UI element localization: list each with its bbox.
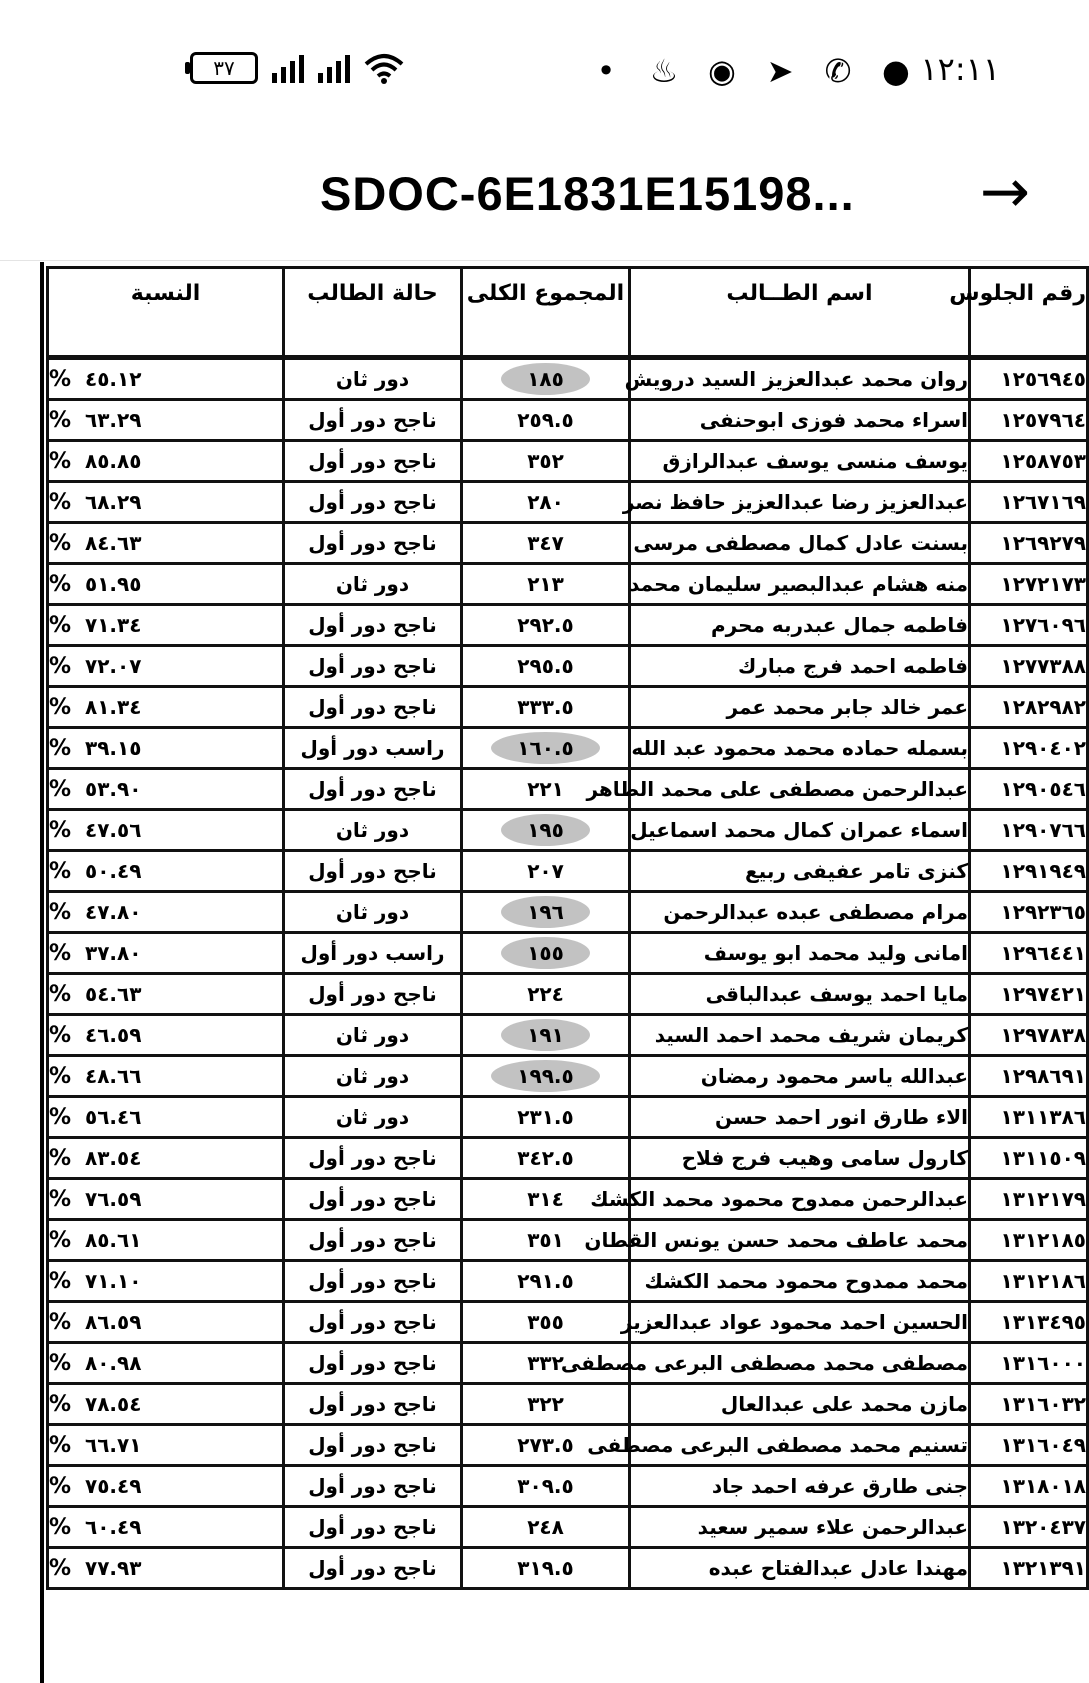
percentage-cell <box>48 1179 284 1220</box>
percentage-cell <box>48 769 284 810</box>
seat-number-cell: ١٢٩٠٤٠٢ <box>970 728 1088 769</box>
percentage-cell <box>48 605 284 646</box>
percentage-value: ٦٠.٤٩ <box>85 1514 142 1539</box>
total-score-cell <box>462 1015 630 1056</box>
student-name-cell: عبدالعزيز رضا عبدالعزيز حافظ نصر <box>630 482 970 523</box>
seat-number-cell: ١٢٩٠٧٦٦ <box>970 810 1088 851</box>
student-name-cell: الحسين احمد محمود عواد عبدالعزيز <box>630 1302 970 1343</box>
student-name-cell: منه هشام عبدالبصير سليمان محمد <box>630 564 970 605</box>
table-row <box>48 1015 1088 1056</box>
total-score-cell <box>462 892 630 933</box>
percent-symbol: % <box>49 1104 73 1130</box>
table-row <box>48 441 1088 482</box>
percentage-value: ٥٤.٦٣ <box>85 981 142 1006</box>
percent-symbol: % <box>49 776 73 802</box>
percent-symbol: % <box>49 530 73 556</box>
student-name-cell: الاء طارق انور احمد حسن <box>630 1097 970 1138</box>
student-name-cell: مرام مصطفى عبده عبدالرحمن <box>630 892 970 933</box>
percentage-value: ٨٣.٥٤ <box>85 1145 142 1170</box>
table-header-row <box>48 268 1088 358</box>
score-value: ٢١٣ <box>527 572 564 596</box>
signal-icon-2 <box>318 53 350 83</box>
seat-number-cell: ١٢٥٧٩٦٤ <box>970 400 1088 441</box>
student-status-cell: دور ثان <box>284 564 462 605</box>
wifi-icon <box>364 52 404 84</box>
total-score-cell <box>462 646 630 687</box>
seat-number-cell: ١٣١٨٠١٨ <box>970 1466 1088 1507</box>
percentage-value: ٨١.٣٤ <box>85 694 142 719</box>
percent-symbol: % <box>49 1350 73 1376</box>
student-status-cell: ناجح دور أول <box>284 769 462 810</box>
score-value: ٢٤٨ <box>527 1515 564 1539</box>
table-row <box>48 1425 1088 1466</box>
percentage-cell <box>48 1466 284 1507</box>
student-name-cell: بسنت عادل كمال مصطفى مرسى <box>630 523 970 564</box>
highlighted-score: ١٦٠.٥ <box>491 732 599 764</box>
percentage-cell <box>48 1261 284 1302</box>
percentage-value: ٧١.٣٤ <box>85 612 142 637</box>
total-score-cell <box>462 1056 630 1097</box>
percentage-value: ٣٩.١٥ <box>85 735 142 760</box>
notification-icons <box>590 52 912 90</box>
page-edge <box>40 262 44 1683</box>
percent-symbol: % <box>49 1268 73 1294</box>
student-status-cell: دور ثان <box>284 1056 462 1097</box>
percentage-value: ٥٠.٤٩ <box>85 858 142 883</box>
table-row <box>48 851 1088 892</box>
seat-number-cell: ١٣١٢١٧٩ <box>970 1179 1088 1220</box>
table-row <box>48 605 1088 646</box>
score-value: ٢٠٧ <box>527 859 564 883</box>
score-value: ٢٣١.٥ <box>517 1105 574 1129</box>
student-status-cell: ناجح دور أول <box>284 482 462 523</box>
percentage-cell <box>48 1015 284 1056</box>
highlighted-score: ١٩١ <box>501 1019 590 1051</box>
percent-symbol: % <box>49 366 73 392</box>
student-status-cell: ناجح دور أول <box>284 851 462 892</box>
percentage-cell <box>48 933 284 974</box>
seat-number-cell: ١٣١٢١٨٥ <box>970 1220 1088 1261</box>
percent-symbol: % <box>49 694 73 720</box>
percentage-value: ٨٦.٥٩ <box>85 1309 142 1334</box>
highlighted-score: ١٩٦ <box>501 896 590 928</box>
column-header-name: اسم الطــالب <box>630 268 970 358</box>
student-name-cell: محمد عاطف محمد حسن يونس القطان <box>630 1220 970 1261</box>
seat-number-cell: ١٢٧٢١٧٣ <box>970 564 1088 605</box>
percent-symbol: % <box>49 653 73 679</box>
total-score-cell <box>462 1466 630 1507</box>
seat-number-cell: ١٣١١٥٠٩ <box>970 1138 1088 1179</box>
highlighted-score: ١٨٥ <box>501 363 590 395</box>
percentage-cell <box>48 851 284 892</box>
student-status-cell: ناجح دور أول <box>284 523 462 564</box>
student-status-cell: ناجح دور أول <box>284 1343 462 1384</box>
seat-number-cell: ١٢٩٠٥٤٦ <box>970 769 1088 810</box>
total-score-cell <box>462 1384 630 1425</box>
percent-symbol: % <box>49 1555 73 1581</box>
percentage-cell <box>48 441 284 482</box>
percent-symbol: % <box>49 1514 73 1540</box>
percentage-value: ٦٣.٢٩ <box>85 407 142 432</box>
score-value: ٣٤٧ <box>527 531 564 555</box>
total-score-cell <box>462 523 630 564</box>
score-value: ٣٣٣.٥ <box>517 695 574 719</box>
percent-symbol: % <box>49 571 73 597</box>
percent-symbol: % <box>49 981 73 1007</box>
student-status-cell: ناجح دور أول <box>284 1425 462 1466</box>
student-name-cell: امانى وليد محمد ابو يوسف <box>630 933 970 974</box>
table-row <box>48 1507 1088 1548</box>
score-value: ٣٥٢ <box>527 449 564 473</box>
student-name-cell: عبدالرحمن علاء سمير سعيد <box>630 1507 970 1548</box>
percent-symbol: % <box>49 1145 73 1171</box>
seat-number-cell: ١٢٥٨٧٥٣ <box>970 441 1088 482</box>
table-row <box>48 1056 1088 1097</box>
student-name-cell: مصطفى محمد مصطفى البرعى مصطفى <box>630 1343 970 1384</box>
student-name-cell: عبدالرحمن مصطفى على محمد الطاهر <box>630 769 970 810</box>
table-row <box>48 687 1088 728</box>
student-name-cell: اسراء محمد فوزى ابوحنفى <box>630 400 970 441</box>
percentage-value: ٥٦.٤٦ <box>85 1104 142 1129</box>
total-score-cell <box>462 851 630 892</box>
student-status-cell: دور ثان <box>284 358 462 400</box>
percent-symbol: % <box>49 1186 73 1212</box>
total-score-cell <box>462 400 630 441</box>
percentage-value: ٤٥.١٢ <box>85 366 142 391</box>
table-row <box>48 646 1088 687</box>
percent-symbol: % <box>49 858 73 884</box>
percentage-cell <box>48 892 284 933</box>
percentage-value: ٤٧.٥٦ <box>85 817 142 842</box>
percentage-value: ٤٨.٦٦ <box>85 1063 142 1088</box>
total-score-cell <box>462 1507 630 1548</box>
table-row <box>48 1097 1088 1138</box>
student-status-cell: ناجح دور أول <box>284 441 462 482</box>
percentage-value: ٧٦.٥٩ <box>85 1186 142 1211</box>
percentage-value: ٨٠.٩٨ <box>85 1350 142 1375</box>
total-score-cell <box>462 605 630 646</box>
percent-symbol: % <box>49 489 73 515</box>
table-row <box>48 728 1088 769</box>
seat-number-cell: ١٣١١٣٨٦ <box>970 1097 1088 1138</box>
percentage-value: ٨٥.٨٥ <box>85 448 142 473</box>
clock: ١٢:١١ <box>920 50 1000 88</box>
percentage-value: ٤٧.٨٠ <box>85 899 142 924</box>
table-row <box>48 1302 1088 1343</box>
percentage-cell <box>48 400 284 441</box>
seat-number-cell: ١٢٧٧٣٨٨ <box>970 646 1088 687</box>
seat-number-cell: ١٢٨٢٩٨٢ <box>970 687 1088 728</box>
total-score-cell <box>462 482 630 523</box>
student-status-cell: ناجح دور أول <box>284 974 462 1015</box>
table-row <box>48 400 1088 441</box>
score-value: ٢٢١ <box>527 777 564 801</box>
highlighted-score: ١٥٥ <box>501 937 590 969</box>
percent-symbol: % <box>49 735 73 761</box>
student-status-cell: ناجح دور أول <box>284 400 462 441</box>
total-score-cell <box>462 1548 630 1589</box>
percent-symbol: % <box>49 1432 73 1458</box>
percentage-cell <box>48 358 284 400</box>
student-status-cell: ناجح دور أول <box>284 1507 462 1548</box>
student-name-cell: روان محمد عبدالعزيز السيد درويش <box>630 358 970 400</box>
percentage-value: ٧٥.٤٩ <box>85 1473 142 1498</box>
seat-number-cell: ١٢٩٢٣٦٥ <box>970 892 1088 933</box>
percentage-value: ٦٨.٢٩ <box>85 489 142 514</box>
percent-symbol: % <box>49 1473 73 1499</box>
score-value: ٢٢٤ <box>527 982 564 1006</box>
score-value: ٣١٩.٥ <box>517 1556 574 1580</box>
score-value: ٣٣٢ <box>527 1351 564 1375</box>
chat-icon: ● <box>882 52 910 90</box>
seat-number-cell: ١٣١٦٠٠٠ <box>970 1343 1088 1384</box>
total-score-cell <box>462 687 630 728</box>
column-header-seat: رقم الجلوس <box>970 268 1088 358</box>
highlighted-score: ١٩٥ <box>501 814 590 846</box>
student-name-cell: يوسف منسى يوسف عبدالرازق <box>630 441 970 482</box>
signal-icon <box>272 53 304 83</box>
score-value: ٣٥٥ <box>527 1310 564 1334</box>
total-score-cell <box>462 1138 630 1179</box>
total-score-cell <box>462 728 630 769</box>
percentage-value: ٣٧.٨٠ <box>85 940 142 965</box>
seat-number-cell: ١٢٦٧١٦٩ <box>970 482 1088 523</box>
table-row <box>48 1384 1088 1425</box>
seat-number-cell: ١٢٩٧٤٢١ <box>970 974 1088 1015</box>
seat-number-cell: ١٣١٦٠٣٢ <box>970 1384 1088 1425</box>
student-status-cell: ناجح دور أول <box>284 1548 462 1589</box>
student-name-cell: عمر خالد جابر محمد عمر <box>630 687 970 728</box>
total-score-cell <box>462 933 630 974</box>
student-name-cell: عبدالله ياسر محمود رمضان <box>630 1056 970 1097</box>
student-status-cell: ناجح دور أول <box>284 1302 462 1343</box>
student-name-cell: مازن محمد على عبدالعال <box>630 1384 970 1425</box>
percent-symbol: % <box>49 448 73 474</box>
percentage-value: ٧١.١٠ <box>85 1268 142 1293</box>
percentage-value: ٧٧.٩٣ <box>85 1555 142 1580</box>
total-score-cell <box>462 974 630 1015</box>
percentage-cell <box>48 1507 284 1548</box>
percent-symbol: % <box>49 940 73 966</box>
percentage-cell <box>48 1425 284 1466</box>
percentage-cell <box>48 1138 284 1179</box>
student-status-cell: راسب دور أول <box>284 933 462 974</box>
whatsapp-icon: ✆ <box>824 52 852 90</box>
student-name-cell: جنى طارق عرفه احمد جاد <box>630 1466 970 1507</box>
table-row <box>48 1261 1088 1302</box>
score-value: ٢٧٣.٥ <box>517 1433 574 1457</box>
table-row <box>48 1466 1088 1507</box>
percentage-cell <box>48 1056 284 1097</box>
percentage-cell <box>48 810 284 851</box>
column-header-total: المجموع الكلى <box>462 268 630 358</box>
highlighted-score: ١٩٩.٥ <box>491 1060 599 1092</box>
table-row <box>48 1343 1088 1384</box>
total-score-cell <box>462 441 630 482</box>
student-name-cell: اسماء عمران كمال محمد اسماعيل <box>630 810 970 851</box>
score-value: ٣٥١ <box>527 1228 564 1252</box>
percentage-cell <box>48 728 284 769</box>
percentage-cell <box>48 1343 284 1384</box>
total-score-cell <box>462 564 630 605</box>
column-header-percentage: النسبة <box>48 268 284 358</box>
student-name-cell: محمد ممدوح محمود محمد الكشك <box>630 1261 970 1302</box>
percent-symbol: % <box>49 1309 73 1335</box>
score-value: ٣٢٢ <box>527 1392 564 1416</box>
document-title-bar <box>0 150 1080 261</box>
student-status-cell: ناجح دور أول <box>284 1261 462 1302</box>
total-score-cell <box>462 810 630 851</box>
table-row <box>48 892 1088 933</box>
arrow-right-icon[interactable]: → <box>979 157 1030 227</box>
student-name-cell: كنزى تامر عفيفى ربيع <box>630 851 970 892</box>
status-bar <box>0 0 1080 150</box>
percentage-cell <box>48 1548 284 1589</box>
percentage-value: ٧٢.٠٧ <box>85 653 142 678</box>
percentage-value: ٦٦.٧١ <box>85 1432 142 1457</box>
student-status-cell: دور ثان <box>284 810 462 851</box>
seat-number-cell: ١٢٩١٩٤٩ <box>970 851 1088 892</box>
student-status-cell: ناجح دور أول <box>284 1220 462 1261</box>
student-name-cell: كارول سامى وهيب فرج فلاح <box>630 1138 970 1179</box>
percentage-cell <box>48 687 284 728</box>
seat-number-cell: ١٢٩٧٨٣٨ <box>970 1015 1088 1056</box>
system-icons <box>190 52 404 84</box>
table-row <box>48 933 1088 974</box>
student-status-cell: ناجح دور أول <box>284 1466 462 1507</box>
score-value: ٢٨٠ <box>527 490 564 514</box>
fitness-icon: ♨ <box>649 52 679 90</box>
score-value: ٢٩٢.٥ <box>517 613 574 637</box>
seat-number-cell: ١٢٧٦٠٩٦ <box>970 605 1088 646</box>
student-status-cell: ناجح دور أول <box>284 687 462 728</box>
table-row <box>48 1220 1088 1261</box>
percentage-cell <box>48 564 284 605</box>
column-header-status: حالة الطالب <box>284 268 462 358</box>
percent-symbol: % <box>49 407 73 433</box>
table-row <box>48 564 1088 605</box>
percent-symbol: % <box>49 612 73 638</box>
percentage-cell <box>48 523 284 564</box>
table-row <box>48 358 1088 400</box>
seat-number-cell: ١٢٩٨٦٩١ <box>970 1056 1088 1097</box>
percentage-cell <box>48 1220 284 1261</box>
table-row <box>48 1179 1088 1220</box>
score-value: ٢٥٩.٥ <box>517 408 574 432</box>
seat-number-cell: ١٢٥٦٩٤٥ <box>970 358 1088 400</box>
score-value: ٣٠٩.٥ <box>517 1474 574 1498</box>
percentage-value: ٥٣.٩٠ <box>85 776 142 801</box>
seat-number-cell: ١٣٢٠٤٣٧ <box>970 1507 1088 1548</box>
percentage-cell <box>48 1097 284 1138</box>
percentage-cell <box>48 646 284 687</box>
percentage-value: ٨٥.٦١ <box>85 1227 142 1252</box>
student-status-cell: دور ثان <box>284 1097 462 1138</box>
student-status-cell: ناجح دور أول <box>284 1384 462 1425</box>
percentage-value: ٧٨.٥٤ <box>85 1391 142 1416</box>
student-status-cell: راسب دور أول <box>284 728 462 769</box>
telegram-icon: ➤ <box>766 52 794 90</box>
student-status-cell: ناجح دور أول <box>284 1179 462 1220</box>
seat-number-cell: ١٣١٢١٨٦ <box>970 1261 1088 1302</box>
student-name-cell: مهندا عادل عبدالفتاح عبده <box>630 1548 970 1589</box>
results-table <box>46 266 1089 1590</box>
table-row <box>48 974 1088 1015</box>
table-row <box>48 1138 1088 1179</box>
score-value: ٢٩١.٥ <box>517 1269 574 1293</box>
student-status-cell: دور ثان <box>284 1015 462 1056</box>
percent-symbol: % <box>49 1227 73 1253</box>
seat-number-cell: ١٢٦٩٢٧٩ <box>970 523 1088 564</box>
percentage-cell <box>48 482 284 523</box>
student-status-cell: ناجح دور أول <box>284 605 462 646</box>
total-score-cell <box>462 1261 630 1302</box>
percent-symbol: % <box>49 1391 73 1417</box>
table-row <box>48 810 1088 851</box>
student-status-cell: ناجح دور أول <box>284 1138 462 1179</box>
percentage-value: ٥١.٩٥ <box>85 571 142 596</box>
percent-symbol: % <box>49 817 73 843</box>
score-value: ٣٤٢.٥ <box>517 1146 574 1170</box>
table-row <box>48 1548 1088 1589</box>
total-score-cell <box>462 1302 630 1343</box>
student-name-cell: فاطمه احمد فرج مبارك <box>630 646 970 687</box>
seat-number-cell: ١٣٢١٣٩١ <box>970 1548 1088 1589</box>
document-viewer[interactable] <box>0 262 1086 1683</box>
percentage-cell <box>48 974 284 1015</box>
percentage-value: ٤٦.٥٩ <box>85 1022 142 1047</box>
total-score-cell <box>462 358 630 400</box>
seat-number-cell: ١٢٩٦٤٤١ <box>970 933 1088 974</box>
student-name-cell: كريمان شريف محمد احمد السيد <box>630 1015 970 1056</box>
student-status-cell: ناجح دور أول <box>284 646 462 687</box>
percentage-cell <box>48 1302 284 1343</box>
messenger-icon: ◉ <box>708 52 736 90</box>
table-row <box>48 482 1088 523</box>
score-value: ٣١٤ <box>527 1187 564 1211</box>
seat-number-cell: ١٣١٦٠٤٩ <box>970 1425 1088 1466</box>
battery-icon: ٣٧ <box>190 52 258 84</box>
score-value: ٢٩٥.٥ <box>517 654 574 678</box>
student-status-cell: دور ثان <box>284 892 462 933</box>
percent-symbol: % <box>49 1063 73 1089</box>
document-title: SDOC-6E1831E15198... <box>320 167 855 220</box>
seat-number-cell: ١٣١٣٤٩٥ <box>970 1302 1088 1343</box>
dot-icon: • <box>596 52 616 90</box>
student-name-cell: مايا احمد يوسف عبدالباقى <box>630 974 970 1015</box>
total-score-cell <box>462 1097 630 1138</box>
percent-symbol: % <box>49 899 73 925</box>
student-name-cell: فاطمه جمال عبدربه محرم <box>630 605 970 646</box>
student-name-cell: عبدالرحمن ممدوح محمود محمد الكشك <box>630 1179 970 1220</box>
percentage-value: ٨٤.٦٣ <box>85 530 142 555</box>
table-row <box>48 769 1088 810</box>
table-body <box>48 358 1088 1589</box>
student-name-cell: بسمله حماده محمد محمود عبد الله <box>630 728 970 769</box>
student-name-cell: تسنيم محمد مصطفى البرعى مصطفى <box>630 1425 970 1466</box>
percent-symbol: % <box>49 1022 73 1048</box>
percentage-cell <box>48 1384 284 1425</box>
table-row <box>48 523 1088 564</box>
